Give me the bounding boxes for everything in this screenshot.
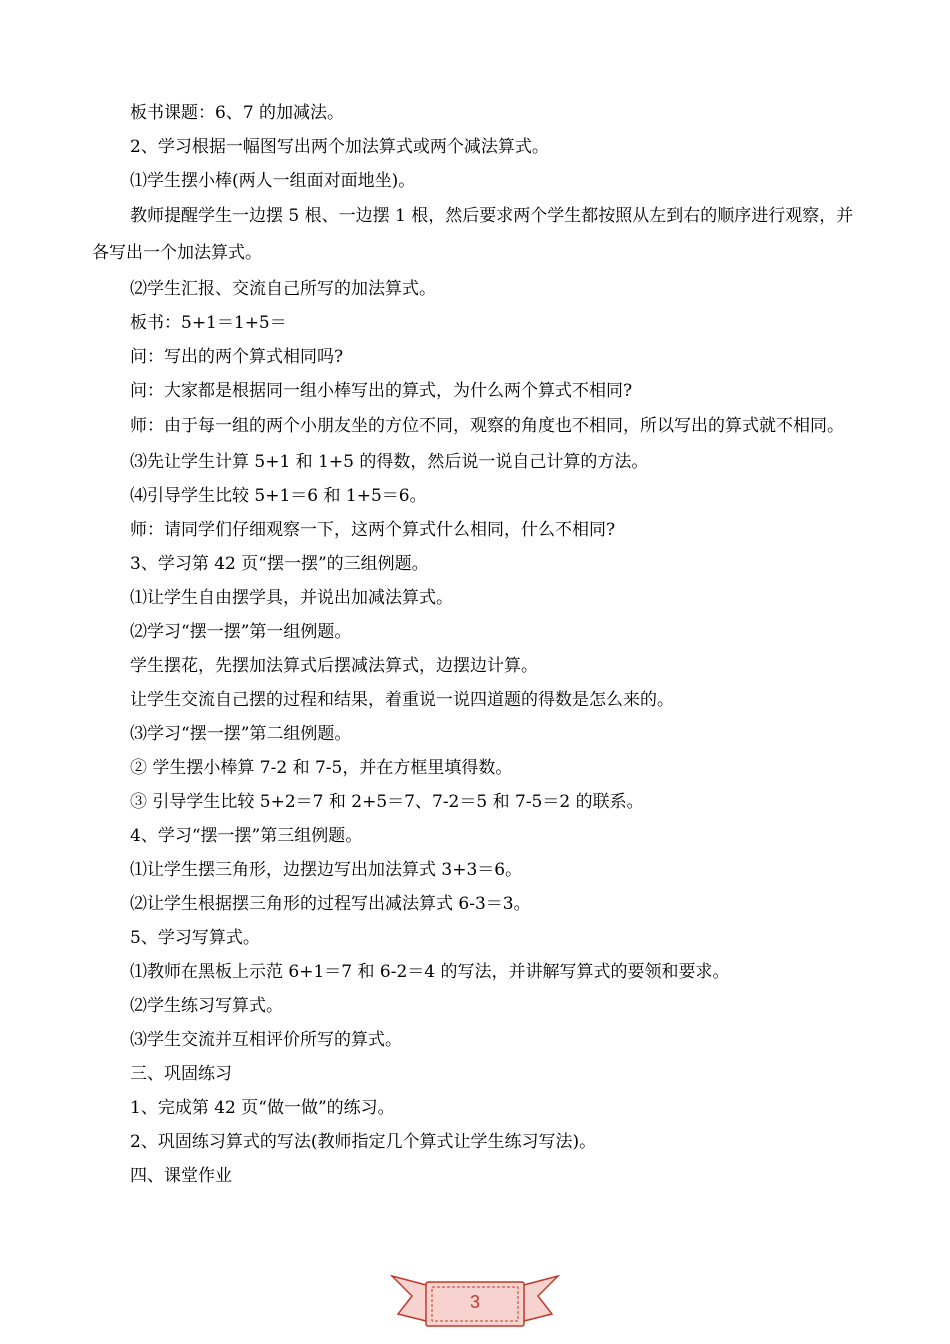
paragraph: ⑵学习“摆一摆”第一组例题。 <box>130 622 352 642</box>
paragraph: 师：由于每一组的两个小朋友坐的方位不同，观察的角度也不相同，所以写出的算式就不相同。 <box>130 416 844 436</box>
paragraph: ⑵让学生根据摆三角形的过程写出减法算式 6-3＝3。 <box>130 894 531 914</box>
paragraph: ⑶先让学生计算 5+1 和 1+5 的得数，然后说一说自己计算的方法。 <box>130 452 649 472</box>
paragraph: 板书课题：6、7 的加减法。 <box>130 103 345 123</box>
paragraph: 问：大家都是根据同一组小棒写出的算式，为什么两个算式不相同? <box>130 381 633 401</box>
paragraph: ⑶学生交流并互相评价所写的算式。 <box>130 1030 402 1050</box>
paragraph: 板书：5+1＝1+5＝ <box>130 313 287 333</box>
paragraph: ⑷引导学生比较 5+1＝6 和 1+5＝6。 <box>130 486 427 506</box>
paragraph: ⑴让学生自由摆学具，并说出加减法算式。 <box>130 588 453 608</box>
page-number-ribbon <box>390 1268 560 1332</box>
section-heading: 四、课堂作业 <box>130 1166 232 1186</box>
paragraph: 5、学习写算式。 <box>130 928 260 948</box>
lesson-body <box>92 96 862 1193</box>
paragraph: ⑴让学生摆三角形，边摆边写出加法算式 3+3＝6。 <box>130 860 523 880</box>
paragraph: 2、学习根据一幅图写出两个加法算式或两个减法算式。 <box>130 137 549 157</box>
paragraph: ⑴教师在黑板上示范 6+1＝7 和 6-2＝4 的写法，并讲解写算式的要领和要求。 <box>130 962 730 982</box>
paragraph: ⑴学生摆小棒(两人一组面对面地坐)。 <box>130 171 416 191</box>
paragraph: 4、学习“摆一摆”第三组例题。 <box>130 826 363 846</box>
paragraph: 问：写出的两个算式相同吗? <box>130 347 344 367</box>
paragraph: ⑵学生汇报、交流自己所写的加法算式。 <box>130 279 436 299</box>
section-heading: 三、巩固练习 <box>130 1064 232 1084</box>
paragraph: 教师提醒学生一边摆 5 根、一边摆 1 根，然后要求两个学生都按照从左到右的顺序进行观察，并各写出一个加法算式。 <box>92 206 854 263</box>
paragraph: ⑵学生练习写算式。 <box>130 996 283 1016</box>
paragraph: ② 学生摆小棒算 7-2 和 7-5，并在方框里填得数。 <box>130 758 513 778</box>
paragraph: 1、完成第 42 页“做一做”的练习。 <box>130 1098 395 1118</box>
paragraph: 师：请同学们仔细观察一下，这两个算式什么相同，什么不相同? <box>130 520 616 540</box>
paragraph: 学生摆花，先摆加法算式后摆减法算式，边摆边计算。 <box>130 656 538 676</box>
paragraph: ③ 引导学生比较 5+2＝7 和 2+5＝7、7-2＝5 和 7-5＝2 的联系。 <box>130 792 644 812</box>
page-number: 3 <box>469 1292 480 1312</box>
paragraph: 2、巩固练习算式的写法(教师指定几个算式让学生练习写法)。 <box>130 1132 597 1152</box>
paragraph: ⑶学习“摆一摆”第二组例题。 <box>130 724 352 744</box>
paragraph: 3、学习第 42 页“摆一摆”的三组例题。 <box>130 554 429 574</box>
paragraph: 让学生交流自己摆的过程和结果，着重说一说四道题的得数是怎么来的。 <box>130 690 674 710</box>
